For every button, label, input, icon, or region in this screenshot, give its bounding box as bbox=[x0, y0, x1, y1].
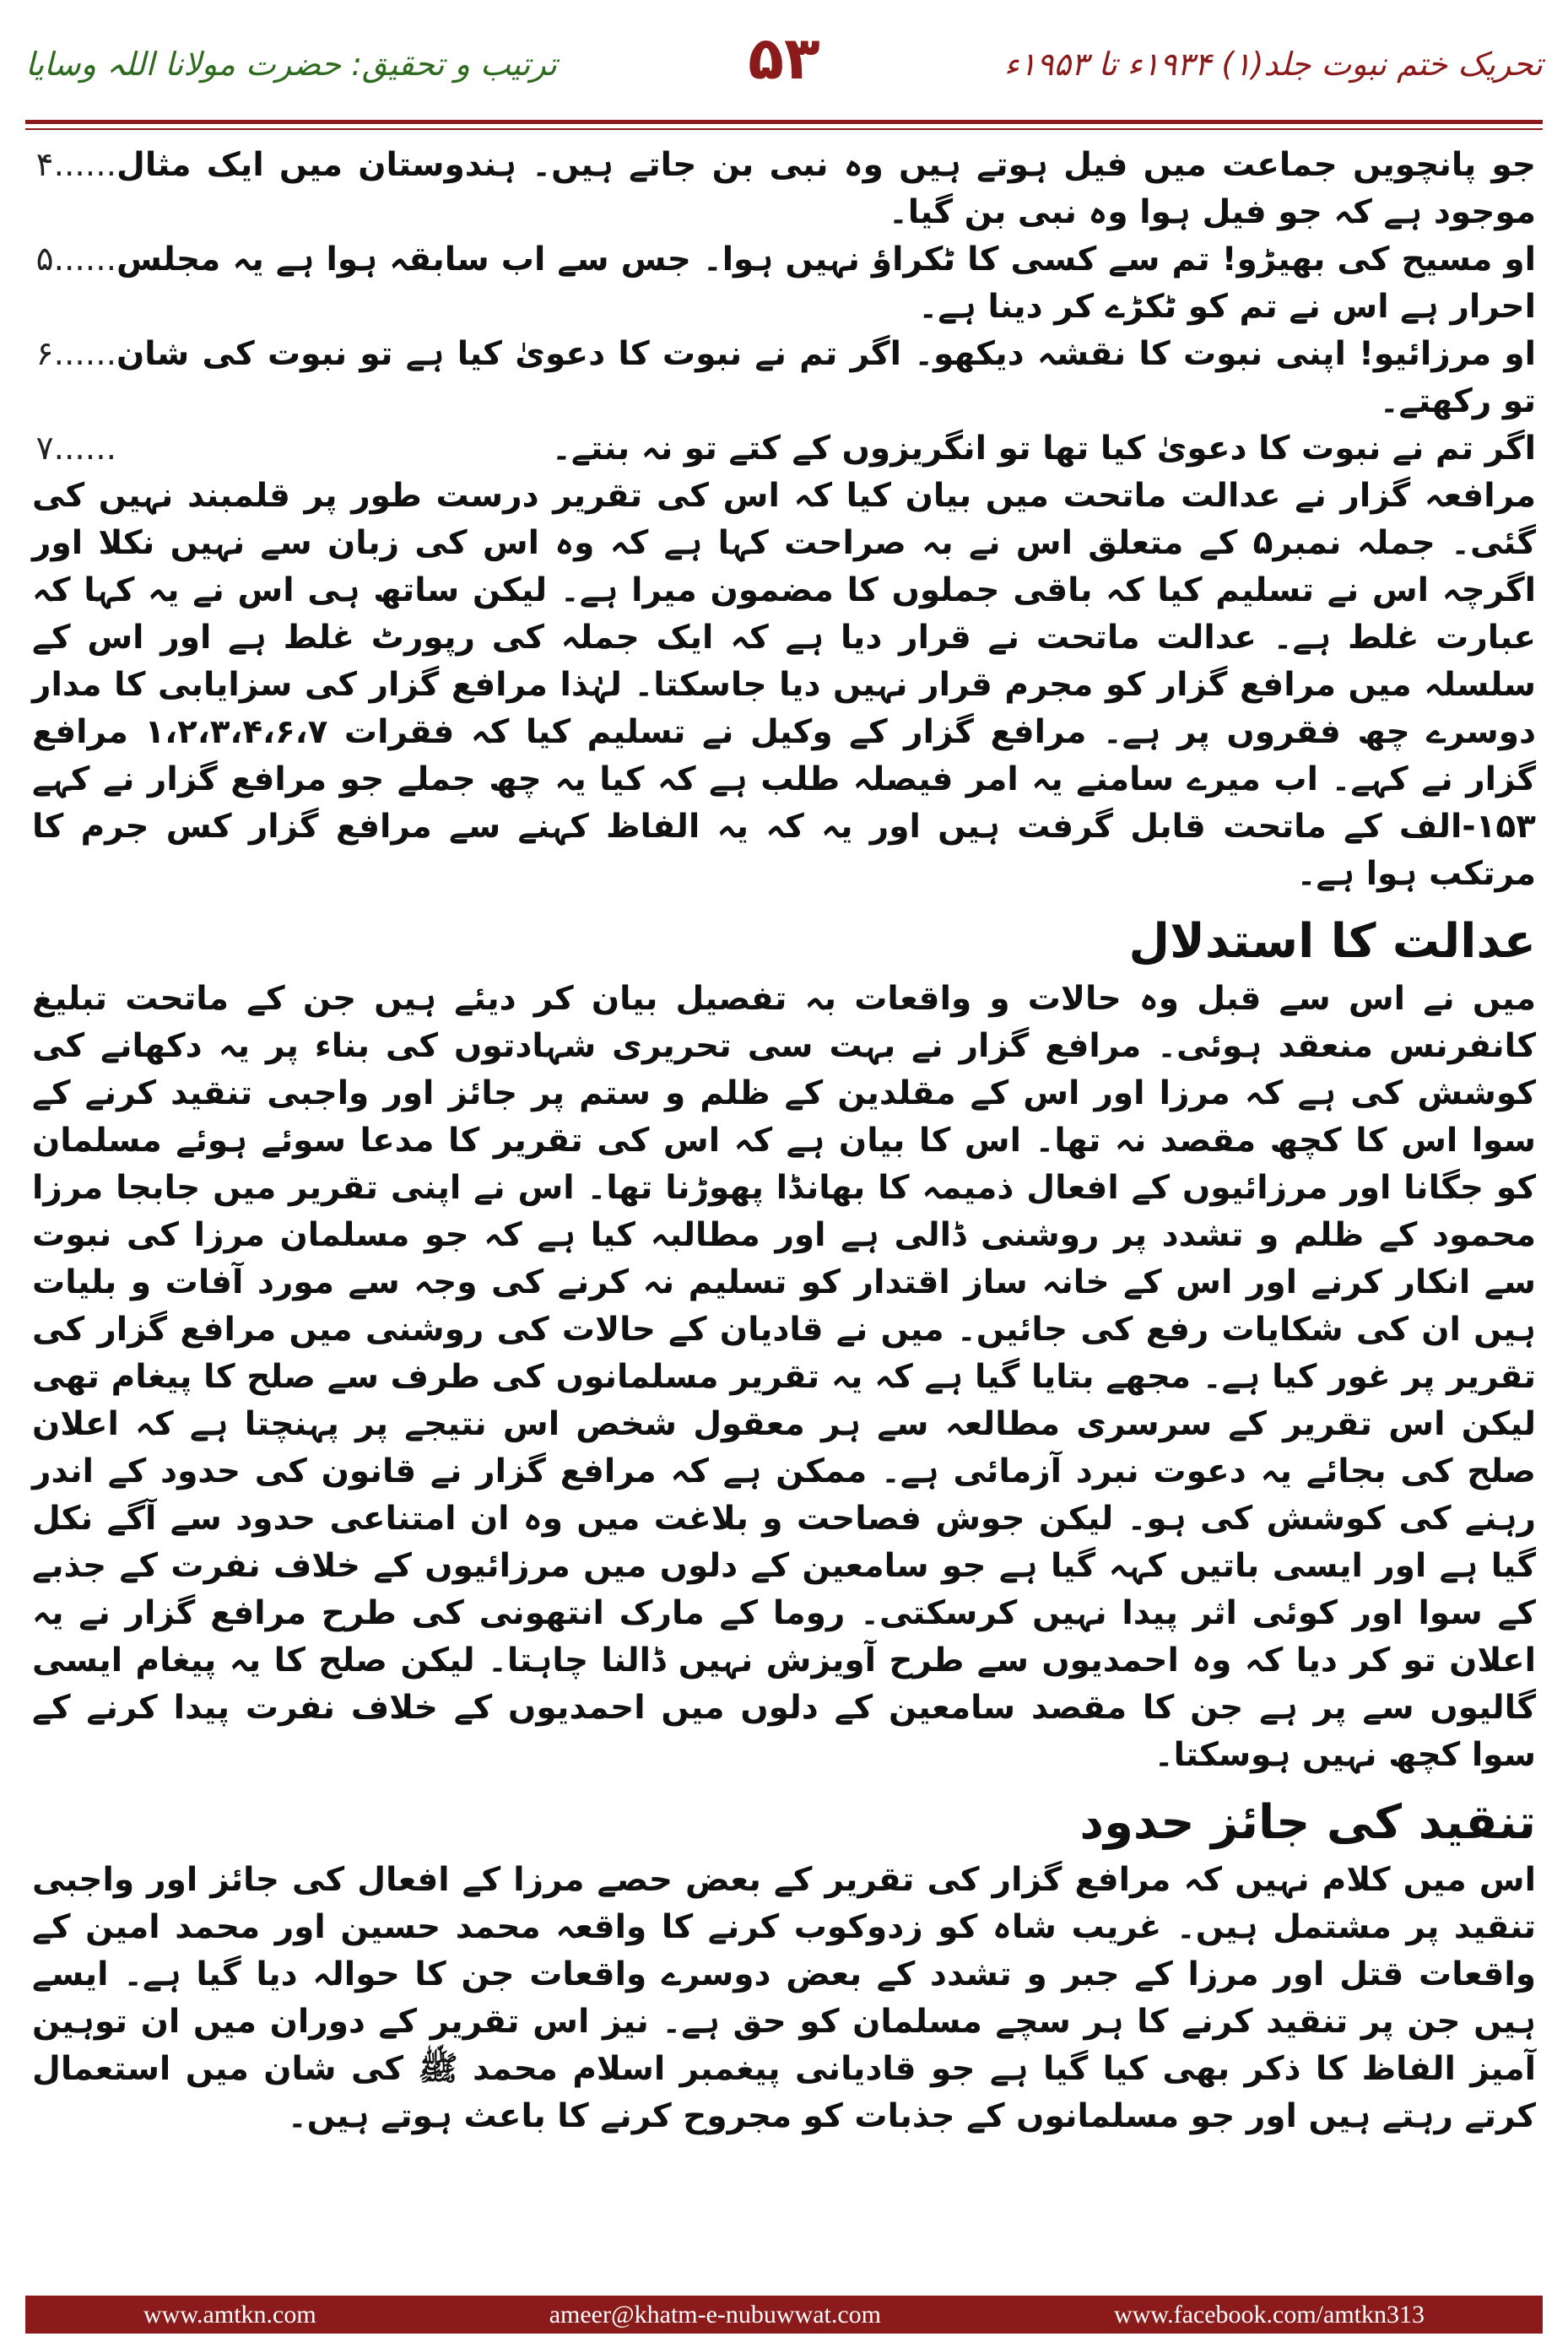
header-rule-thin bbox=[25, 128, 1543, 130]
footer-email-link[interactable]: ameer@khatm-e-nubuwwat.com bbox=[549, 2300, 882, 2328]
list-item bbox=[32, 425, 1536, 473]
paragraph-appeal: مرافعہ گزار نے عدالت ماتحت میں بیان کیا کہ اس کی تقریر درست طور پر قلمبند نہیں کی گئی۔ جملہ نمبر۵ کے متعلق اس نے بہ صراحت کہا ہے کہ وہ اس کی زبان سے نہیں نکلا اور اگرچہ اس نے تسلیم کیا کہ باقی جملوں کا مضمون میرا ہے۔ لیکن ساتھ ہی اس نے یہ کہا کہ عبارت غلط ہے۔ عدالت ماتحت نے قرار دیا ہے کہ ایک جملہ کی رپورٹ غلط ہے اور اس کے سلسلہ میں مرافع گزار کو مجرم قرار نہیں دیا جاسکتا۔ لہٰذا مرافع گزار کی سزایابی کا مدار دوسرے چھ فقروں پر ہے۔ مرافع گزار کے وکیل نے تسلیم کیا کہ فقرات ۱،۲،۳،۴،۶،۷ مرافع گزار نے کہے۔ اب میرے سامنے یہ امر فیصلہ طلب ہے کہ کیا یہ چھ جملے جو مرافع گزار نے کہے ۱۵۳-الف کے ماتحت قابل گرفت ہیں اور یہ کہ یہ الفاظ کہنے سے مرافع گزار کس جرم کا مرتکب ہوا ہے۔ bbox=[32, 477, 1537, 893]
page-number: ۵۳ bbox=[748, 24, 820, 93]
list-item-number: ۵...... bbox=[35, 241, 116, 279]
list-item-text: او مسیح کی بھیڑو! تم سے کسی کا ٹکراؤ نہیں ہوا۔ جس سے اب سابقہ ہوا ہے یہ مجلس احرار ہے اس نے تم کو ٹکڑے کر دینا ہے۔ bbox=[116, 241, 1536, 326]
compiler-credit: ترتیب و تحقیق: حضرت مولانا اللہ وسایا bbox=[25, 46, 557, 83]
footer-bar bbox=[25, 2296, 1543, 2334]
list-item bbox=[32, 331, 1536, 425]
footer-website-link[interactable]: www.amtkn.com bbox=[143, 2300, 316, 2328]
book-title: تحریک ختم نبوت جلد(۱) ۱۹۳۴ء تا ۱۹۵۳ء bbox=[1003, 46, 1543, 83]
list-item-text: او مرزائیو! اپنی نبوت کا نقشہ دیکھو۔ اگر تم نے نبوت کا دعویٰ کیا ہے تو نبوت کی شان تو رکھتے۔ bbox=[116, 335, 1536, 420]
list-item-text: اگر تم نے نبوت کا دعویٰ کیا تھا تو انگریزوں کے کتے تو نہ بنتے۔ bbox=[551, 430, 1536, 468]
list-item-number: ۶...... bbox=[35, 335, 116, 373]
section-heading-criticism-limits: تنقید کی جائز حدود bbox=[1079, 1795, 1536, 1850]
footer-facebook-link[interactable]: www.facebook.com/amtkn313 bbox=[1114, 2300, 1425, 2328]
page-body bbox=[32, 142, 1536, 2140]
page-header bbox=[25, 15, 1543, 116]
list-item-number: ۴...... bbox=[35, 146, 116, 184]
list-item bbox=[32, 142, 1536, 236]
paragraph-court-reasoning: میں نے اس سے قبل وہ حالات و واقعات بہ تفصیل بیان کر دیئے ہیں جن کے ماتحت تبلیغ کانفرنس منعقد ہوئی۔ مرافع گزار نے بہت سی تحریری شہادتوں کی بناء پر یہ دکھانے کی کوشش کی ہے کہ مرزا اور اس کے مقلدین کے ظلم و ستم پر جائز اور واجبی تنقید کرنے کے سوا اس کا کچھ مقصد نہ تھا۔ اس کا بیان ہے کہ اس کی تقریر کا مدعا سوئے ہوئے مسلمان کو جگانا اور مرزائیوں کے افعال ذمیمہ کا بھانڈا پھوڑنا تھا۔ اس نے اپنی تقریر میں جابجا مرزا محمود کے ظلم و تشدد پر روشنی ڈالی ہے اور مطالبہ کیا ہے کہ جو مسلمان مرزا کی نبوت سے انکار کرنے اور اس کے خانہ ساز اقتدار کو تسلیم نہ کرنے کی وجہ سے مورد آفات و بلیات ہیں ان کی شکایات رفع کی جائیں۔ میں نے قادیان کے حالات کی روشنی میں مرافع گزار کی تقریر پر غور کیا ہے۔ مجھے بتایا گیا ہے کہ یہ تقریر مسلمانوں کی طرف سے صلح کا پیغام تھی لیکن اس تقریر کے سرسری مطالعہ سے ہر معقول شخص اس نتیجے پر پہنچتا ہے کہ اعلان صلح کی بجائے یہ دعوت نبرد آزمائی ہے۔ ممکن ہے کہ مرافع گزار نے قانون کی حدود کے اندر رہنے کی کوشش کی ہو۔ لیکن جوش فصاحت و بلاغت میں وہ ان امتناعی حدود سے آگے نکل گیا ہے اور ایسی باتیں کہہ گیا ہے جو سامعین کے دلوں میں مرزائیوں کے خلاف نفرت کے جذبے کے سوا اور کوئی اثر پیدا نہیں کرسکتی۔ روما کے مارک انتھونی کی طرح مرافع گزار نے یہ اعلان تو کر دیا کہ وہ احمدیوں سے طرح آویزش نہیں ڈالنا چاہتا۔ لیکن صلح کا یہ پیغام ایسی گالیوں سے پر ہے جن کا مقصد سامعین کے دلوں میں احمدیوں کے خلاف نفرت پیدا کرنے کے سوا کچھ نہیں ہوسکتا۔ bbox=[32, 980, 1536, 1774]
header-rule-thick bbox=[25, 120, 1543, 124]
paragraph-criticism-limits: اس میں کلام نہیں کہ مرافع گزار کی تقریر کے بعض حصے مرزا کے افعال کی جائز اور واجبی تنقید پر مشتمل ہیں۔ غریب شاہ کو زدوکوب کرنے کا واقعہ محمد حسین اور محمد امین کے واقعات قتل اور مرزا کے جبر و تشدد کے بعض دوسرے واقعات جن کا حوالہ دیا گیا ہے۔ ایسے ہیں جن پر تنقید کرنے کا ہر سچے مسلمان کو حق ہے۔ نیز اس تقریر کے دوران میں ان توہین آمیز الفاظ کا ذکر بھی کیا گیا ہے جو قادیانی پیغمبر اسلام محمد ﷺ کی شان میں استعمال کرتے رہتے ہیں اور جو مسلمانوں کے جذبات کو مجروح کرنے کا باعث ہوتے ہیں۔ bbox=[32, 1861, 1536, 2135]
section-heading-court-reasoning: عدالت کا استدلال bbox=[1128, 914, 1536, 969]
list-item bbox=[32, 236, 1536, 331]
list-item-number: ۷...... bbox=[35, 430, 116, 468]
list-item-text: جو پانچویں جماعت میں فیل ہوتے ہیں وہ نبی بن جاتے ہیں۔ ہندوستان میں ایک مثال موجود ہے کہ جو فیل ہوا وہ نبی بن گیا۔ bbox=[116, 146, 1536, 231]
